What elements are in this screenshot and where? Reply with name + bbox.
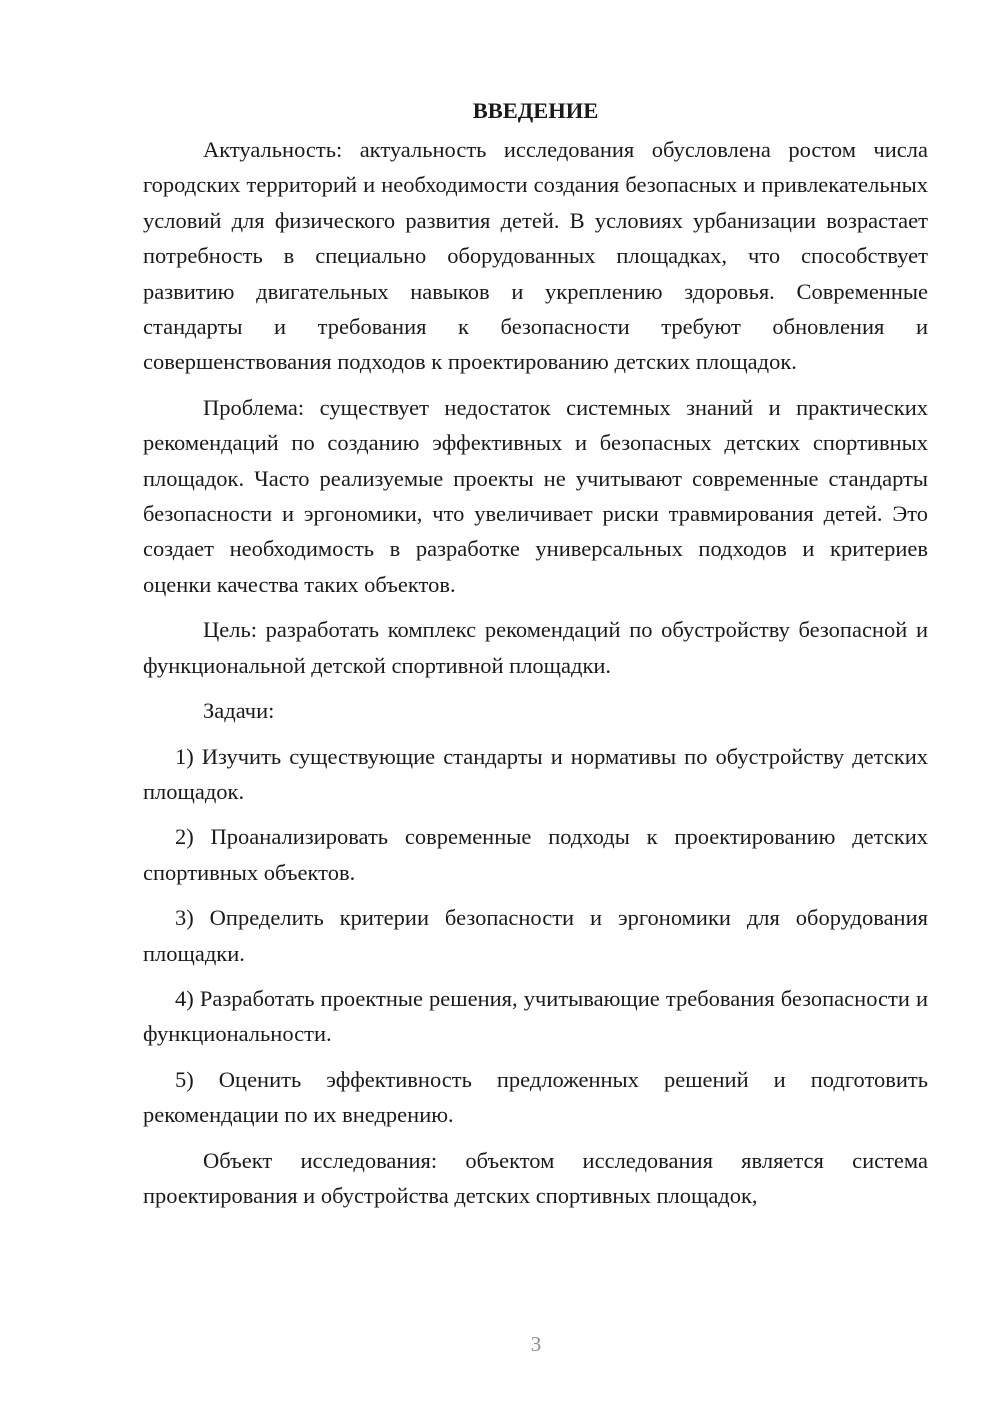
list-item: 5) Оценить эффективность предложенных решений и подготовить рекомендации по их внедрению. [143, 1066, 928, 1128]
tasks-label: Задачи: [203, 698, 275, 724]
object-paragraph: Объект исследования: объектом исследования является система проектирования и обустройства детских спортивных площадок, [143, 1147, 928, 1208]
section-heading: ВВЕДЕНИЕ [472, 98, 599, 123]
problem-paragraph: Проблема: существует недостаток системных знаний и практических рекомендаций по созданию эффективных и безопасных детских спортивных площадок. Часто реализуемые проекты не учитывают современные стандарты безопасности и эргономики, что увеличивает риски травмирования детей. Это создает необходимость в разработке универсальных подходов и критериев оценки качества таких объектов. [143, 394, 928, 597]
goal-paragraph: Цель: разработать комплекс рекомендаций по обустройству безопасной и функциональной детской спортивной площадки. [143, 617, 928, 678]
tasks-list [143, 739, 928, 1133]
page-number: 3 [530, 1332, 542, 1356]
page-content [143, 93, 928, 1213]
list-item: 3) Определить критерии безопасности и эргономики для оборудования площадки. [143, 905, 928, 966]
list-item: 1) Изучить существующие стандарты и нормативы по обустройству детских площадок. [143, 743, 928, 804]
list-item: 4) Разработать проектные решения, учитывающие требования безопасности и функциональности. [143, 985, 928, 1047]
relevance-paragraph: Актуальность: актуальность исследования обусловлена ростом числа городских территорий и необходимости создания безопасных и привлекательных условий для физического развития детей. В условиях урбанизации возрастает потребность в специально оборудованных площадках, что способствует развитию двигательных навыков и укреплению здоровья. Современные стандарты и требования к безопасности требуют обновления и совершенствования подходов к проектированию детских площадок. [143, 137, 928, 375]
list-item: 2) Проанализировать современные подходы к проектированию детских спортивных объектов. [143, 824, 928, 885]
